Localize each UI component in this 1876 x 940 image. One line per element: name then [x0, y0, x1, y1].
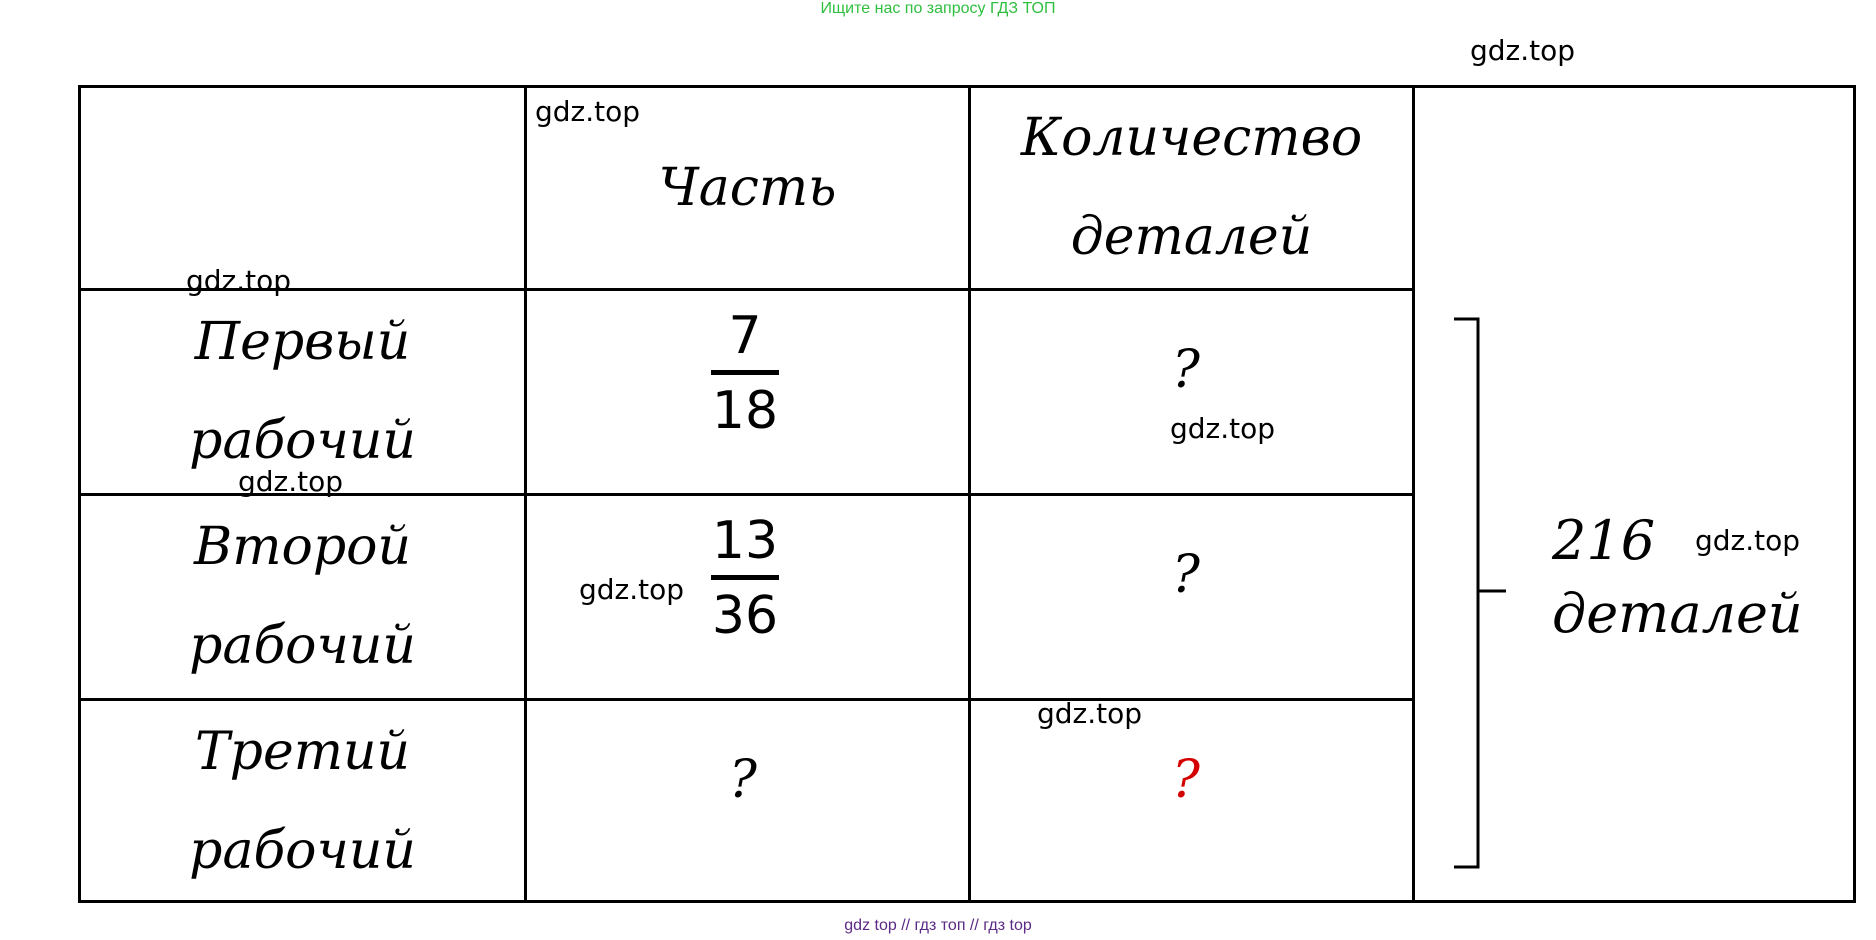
- row-label-first: [81, 291, 524, 493]
- row-label-line1: Второй: [194, 517, 411, 578]
- watermark: gdz.top: [238, 465, 344, 498]
- watermark: gdz.top: [535, 95, 641, 128]
- fraction-bar: [711, 370, 779, 375]
- part-third: ?: [729, 750, 757, 810]
- fraction-second: [711, 511, 779, 646]
- fraction-numerator: 7: [728, 306, 762, 366]
- brace-icon: [1440, 315, 1510, 875]
- top-banner: Ищите нас по запросу ГДЗ ТОП: [820, 0, 1056, 17]
- fraction-denominator: 36: [711, 586, 779, 646]
- header-count: [971, 88, 1412, 288]
- header-count-line1: Количество: [1020, 108, 1363, 169]
- total-value: 216: [1552, 509, 1656, 572]
- watermark: gdz.top: [1695, 524, 1801, 557]
- watermark: gdz.top: [1470, 34, 1576, 67]
- fraction-numerator: 13: [711, 511, 779, 571]
- row-label-line2: рабочий: [189, 616, 416, 676]
- header-part-label: Часть: [658, 157, 837, 218]
- watermark: gdz.top: [1170, 412, 1276, 445]
- fraction-denominator: 18: [711, 381, 779, 441]
- count-first: ?: [1172, 340, 1200, 400]
- row-label-line1: Третий: [194, 722, 411, 783]
- count-third: ?: [1172, 750, 1200, 810]
- fraction-first: [711, 306, 779, 441]
- row-label-line2: рабочий: [189, 821, 416, 881]
- watermark: gdz.top: [186, 264, 292, 297]
- total-unit: деталей: [1552, 581, 1803, 645]
- count-second: ?: [1172, 545, 1200, 605]
- watermark: gdz.top: [1037, 697, 1143, 730]
- watermark: gdz.top: [579, 573, 685, 606]
- row-label-line2: рабочий: [189, 411, 416, 471]
- row-label-line1: Первый: [194, 312, 411, 373]
- fraction-bar: [711, 575, 779, 580]
- bottom-banner: gdz top // гдз топ // гдз top: [844, 917, 1032, 934]
- header-count-line2: деталей: [1070, 207, 1313, 267]
- row-label-second: [81, 496, 524, 698]
- row-label-third: [81, 701, 524, 903]
